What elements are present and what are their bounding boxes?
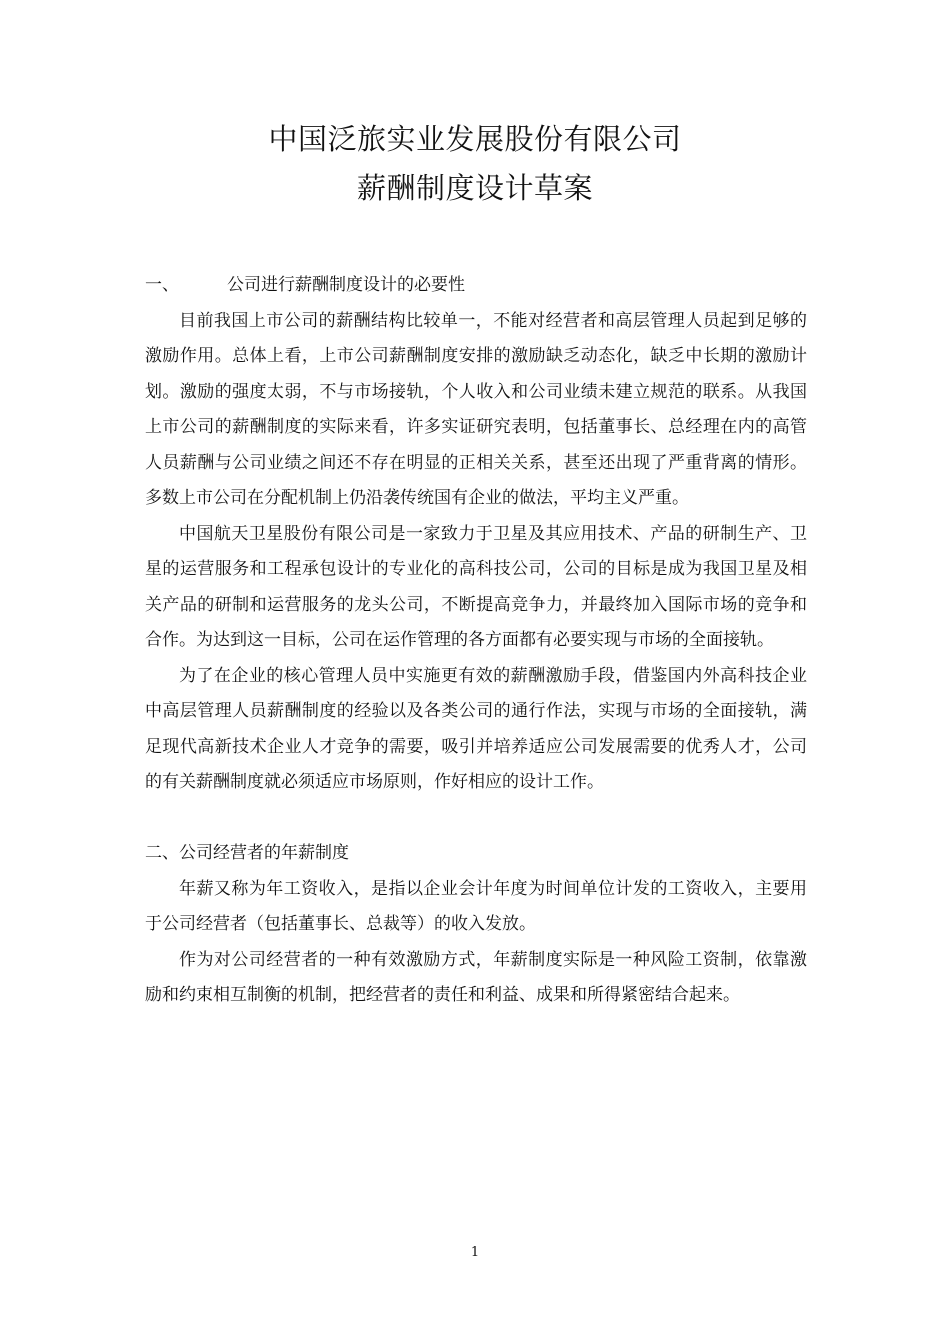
- document-title-subject: 薪酬制度设计草案: [356, 171, 593, 205]
- section-2-paragraph-2: 作为对公司经营者的一种有效激励方式，年薪制度实际是一种风险工资制，依靠激励和约束相互制衡的机制，把经营者的责任和利益、成果和所得紧密结合起来。: [145, 949, 807, 1005]
- section-2-paragraph-1: 年薪又称为年工资收入，是指以企业会计年度为时间单位计发的工资收入，主要用于公司经营者（包括董事长、总裁等）的收入发放。: [145, 878, 807, 934]
- section-1-number: 一、: [145, 275, 179, 295]
- section-2-title: 公司经营者的年薪制度: [179, 843, 349, 863]
- document-body: [145, 268, 807, 1014]
- section-1-paragraph-3: 为了在企业的核心管理人员中实施更有效的薪酬激励手段，借鉴国内外高科技企业中高层管理人员薪酬制度的经验以及各类公司的通行作法，实现与市场的全面接轨，满足现代高新技术企业人才竞争的需要，吸引并培养适应公司发展需要的优秀人才，公司的有关薪酬制度就必须适应市场原则，作好相应的设计工作。: [145, 665, 807, 792]
- section-1-heading: [145, 268, 807, 304]
- section-2-heading: [145, 836, 807, 872]
- page-number: 1: [470, 1245, 480, 1260]
- section-2-number: 二、: [145, 843, 179, 863]
- section-1-paragraph-1: 目前我国上市公司的薪酬结构比较单一，不能对经营者和高层管理人员起到足够的激励作用。总体上看，上市公司薪酬制度安排的激励缺乏动态化，缺乏中长期的激励计划。激励的强度太弱，不与市场接轨，个人收入和公司业绩未建立规范的联系。从我国上市公司的薪酬制度的实际来看，许多实证研究表明，包括董事长、总经理在内的高管人员薪酬与公司业绩之间还不存在明显的正相关关系，甚至还出现了严重背离的情形。多数上市公司在分配机制上仍沿袭传统国有企业的做法，平均主义严重。: [145, 310, 807, 508]
- section-spacer: [145, 801, 807, 837]
- document-title-company: 中国泛旅实业发展股份有限公司: [268, 122, 682, 156]
- section-1-paragraph-2: 中国航天卫星股份有限公司是一家致力于卫星及其应用技术、产品的研制生产、卫星的运营服务和工程承包设计的专业化的高科技公司，公司的目标是成为我国卫星及相关产品的研制和运营服务的龙头公司，不断提高竞争力，并最终加入国际市场的竞争和合作。为达到这一目标，公司在运作管理的各方面都有必要实现与市场的全面接轨。: [145, 523, 807, 650]
- section-1-title: 公司进行薪酬制度设计的必要性: [227, 275, 465, 295]
